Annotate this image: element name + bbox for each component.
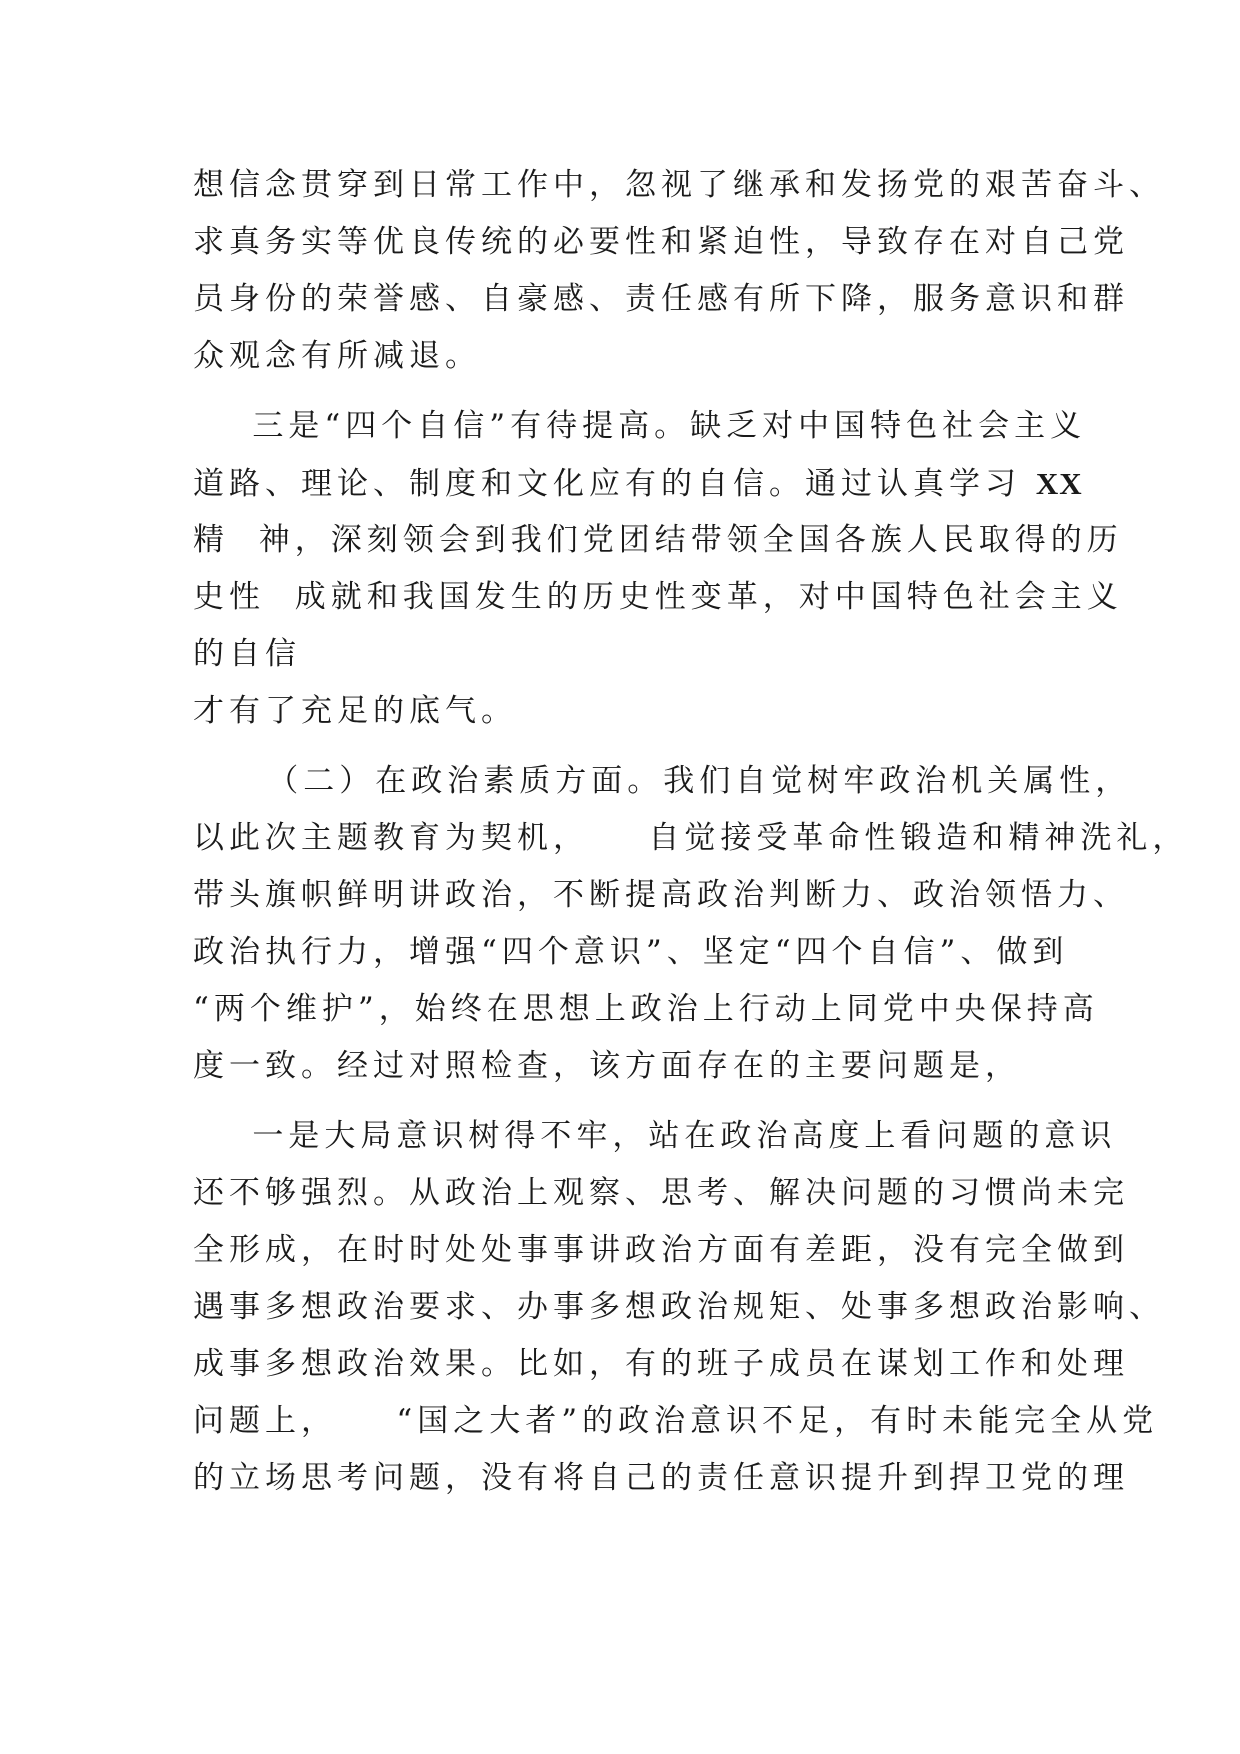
- text-line: 度一致。经过对照检查，该方面存在的主要问题是，: [193, 1048, 1021, 1084]
- body-text: [193, 157, 1189, 1507]
- text-line: 全形成，在时时处处事事讲政治方面有差距，没有完全做到: [193, 1232, 1129, 1268]
- text-line: 以此次主题教育为契机， 自觉接受革命性锻造和精神洗礼，: [193, 820, 1189, 856]
- paragraph-gap: [193, 385, 1073, 398]
- text-line: “两个维护”，始终在思想上政治上行动上同党中央保持高: [193, 991, 1099, 1027]
- text-line: 带头旗帜鲜明讲政治，不断提高政治判断力、政治领悟力、: [193, 877, 1129, 913]
- text-line: 史性 成就和我国发生的历史性变革，对中国特色社会主义: [193, 579, 1123, 615]
- text-line: 的自信: [193, 636, 301, 672]
- text-line: 精 神，深刻领会到我们党团结带领全国各族人民取得的历: [193, 522, 1123, 558]
- text-line: 成事多想政治效果。比如，有的班子成员在谋划工作和处理: [193, 1346, 1129, 1382]
- text-line: 员身份的荣誉感、自豪感、责任感有所下降，服务意识和群: [193, 281, 1129, 317]
- text-line: 想信念贯穿到日常工作中，忽视了继承和发扬党的艰苦奋斗、: [193, 167, 1165, 203]
- text-line: 才有了充足的底气。: [193, 693, 517, 729]
- paragraph-gap: [193, 1095, 1073, 1108]
- text-line: 问题上， “国之大者”的政治意识不足，有时未能完全从党: [193, 1403, 1159, 1439]
- bold-placeholder-token: XX: [1035, 466, 1083, 501]
- text-line: 求真务实等优良传统的必要性和紧迫性，导致存在对自己党: [193, 224, 1129, 260]
- text-line: 还不够强烈。从政治上观察、思考、解决问题的习惯尚未完: [193, 1175, 1129, 1211]
- text-line: 三是“四个自信”有待提高。缺乏对中国特色社会主义: [193, 408, 1087, 444]
- text-line: 遇事多想政治要求、办事多想政治规矩、处事多想政治影响、: [193, 1289, 1165, 1325]
- text-run: 道路、理论、制度和文化应有的自信。通过认真学习: [193, 466, 1021, 502]
- text-line: 一是大局意识树得不牢，站在政治高度上看问题的意识: [193, 1118, 1117, 1154]
- text-line: 众观念有所减退。: [193, 338, 481, 374]
- text-line: [193, 455, 1083, 512]
- text-line: （二）在政治素质方面。我们自觉树牢政治机关属性，: [193, 763, 1132, 799]
- paragraph-gap: [193, 740, 1073, 753]
- text-line: 的立场思考问题，没有将自己的责任意识提升到捍卫党的理: [193, 1460, 1129, 1496]
- text-line: 政治执行力，增强“四个意识”、坚定“四个自信”、做到: [193, 934, 1069, 970]
